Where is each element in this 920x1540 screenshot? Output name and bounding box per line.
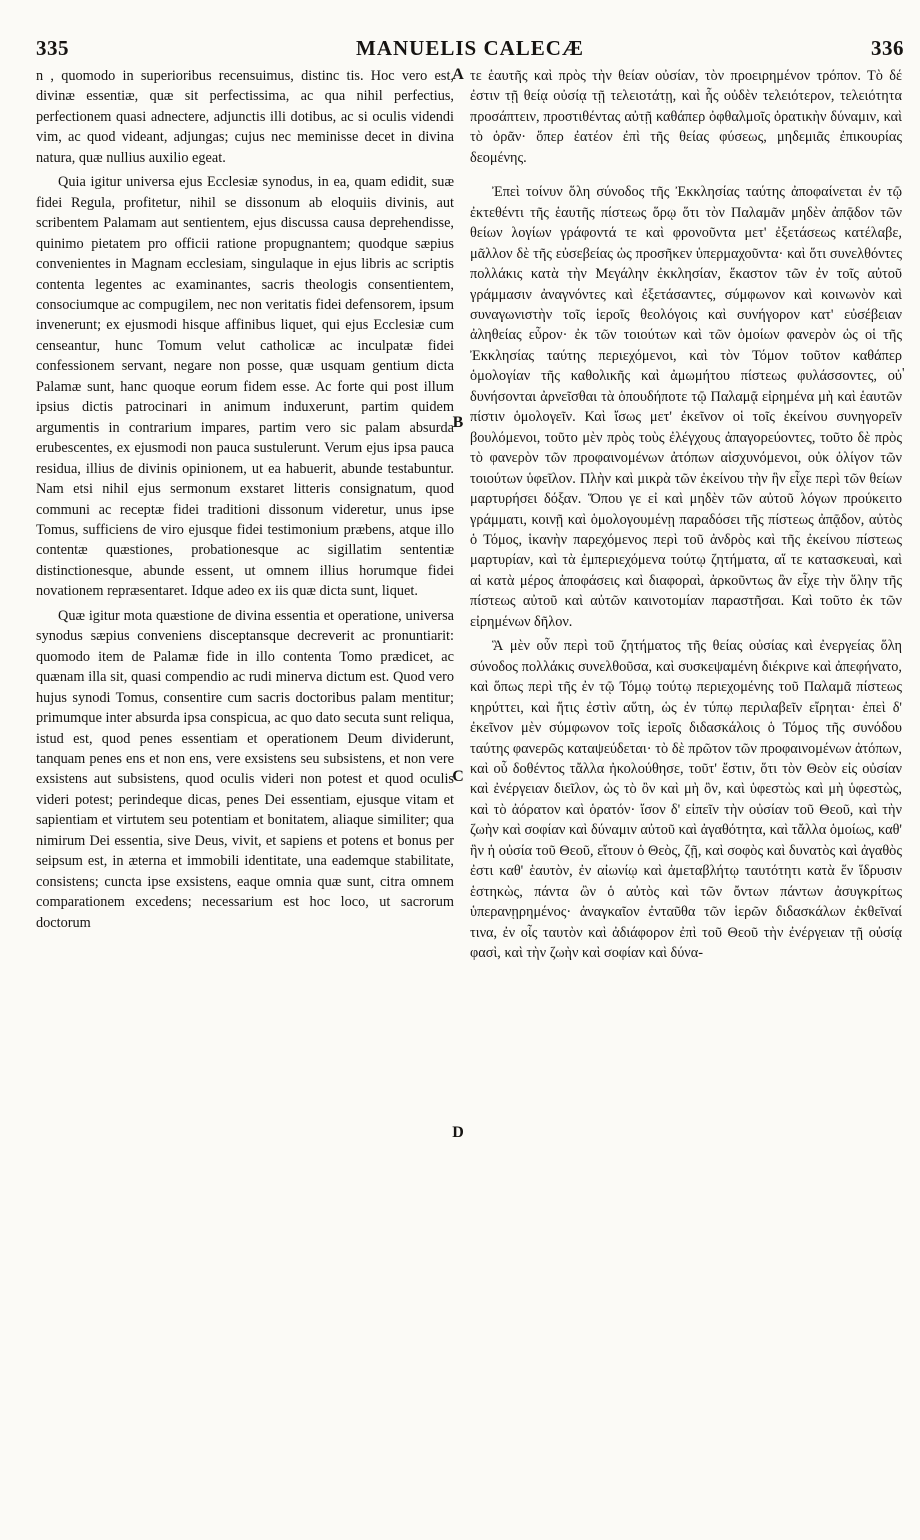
margin-fragment-mark: ' bbox=[902, 366, 905, 381]
margin-marker-b: B bbox=[452, 414, 464, 431]
greek-paragraph-1: τε ἑαυτῆς καὶ πρὸς τὴν θείαν οὐσίαν, τὸν προειρημένον τρόπον. Τὸ δέ ἐστιν τῇ θείᾳ οὐσίᾳ τῇ τελειοτάτῃ, καὶ ἧς οὐδὲν τελειότερον, τελειότητα προσάπτειν, προστιθέντας αὐτῇ καθάπερ ὀφθαλμοῖς ὁρατικὴν δύναμιν, καὶ τὸ ὁρᾶν· ὅπερ ἐατέον ἐπὶ τῆς θείας φύσεως, μηδεμιᾶς ἐπικουρίας δεομένης. bbox=[470, 68, 902, 166]
margin-marker-d: D bbox=[452, 1124, 464, 1141]
running-header bbox=[36, 36, 904, 66]
latin-paragraph-2: Quia igitur universa ejus Ecclesiæ synodus, in ea, quam edidit, suæ fidei Regula, profitetur, nihil se dissonum ab eloquiis divinis, aut scribentem Palamam aut sentientem, ejus discussa causa deprehendisse, quinimo pietatem pro officii ratione propugnantem; quodque sæpius convenientes in Magnam ecclesiam, singulaque in ejus libris ac scriptis contenta legentes ac examinantes, sacris theologis consentientem, consociumque ac compugilem, nec non veritatis fidei defensorem, ipsum invenerunt; ex ejusmodi hisque affinibus liquet, qui ejus Ecclesiæ cum censeantur, hunc Tomum velut catholicæ ac inculpatæ fidei confessionem servant, negare non posse, quæ usquam gentium dicta Palamæ sunt, hanc quoque eorum fidem esse. Ac forte qui post illum ipsius dictis patrocinari in animum induxerunt, partim quidem argumentis in contrarium impares, partim vero sic palam absurda erubescentes, ex ejusmodi non pauca sustulerunt. Verum ejus ipsa pauca residua, illius de divinis opinionem, ut ea habuerit, abunde testabuntur. Nam etsi nihil ejus sermonum exstaret litteris consignatum, quod communi ac receptæ fidei traditioni dissonum videretur, unus ipse Tomus, sufficiens de viro ejusque fidei testimonium præbens, atque illo contentæ quæstiones, probationesque ac sigillatim sententiæ distinctionesque, abunde essent, ut omnem illius horumque fidei novationem repræsentaret. Idque adeo ex iis quæ dicta sunt, liquet. bbox=[36, 174, 454, 600]
margin-marker-a: A bbox=[452, 66, 464, 83]
latin-column bbox=[36, 66, 454, 1532]
latin-paragraph-3: Quæ igitur mota quæstione de divina essentia et operatione, universa synodus sæpius conveniens disceptansque decreverit ac pronuntiarit: quomodo item de Palamæ fide in illo contenta Tomo prædicet, ac quænam illa sit, quasi compendio ac rudi minerva dictum est. Quod vero hujus synodi Tomus, consentire cum sacris doctoribus palam mentitur; primumque inter absurda ipsa conspicua, ac quo dato secuta sunt reliqua, istud est, quod penes essentiam et operationem Deum dividerunt, tanquam penes ens et non ens, vere exsistens seu subsistens, et non vere exsistens aut subsistens, quod oculis videri non potest et quod oculis videri potest; perindeque dicas, penes Dei essentiam, ejusque vitam et sapientiam et virtutem seu potentiam et bonitatem, aliaque similiter; qua nimirum Dei essentia, sive Deus, vivit, et sapiens et potens et bonus per seipsum est, in æterna et immobili identitate, una eademque stabilitate, consistens; cuncta ipse exsistens, eaque omnia quæ sunt, citra omnem comparationem excedens; necessarium est hoc loco, ut sacrorum doctorum bbox=[36, 607, 454, 931]
page-number-right: 336 bbox=[871, 36, 904, 60]
running-title: MANUELIS CALECÆ bbox=[356, 36, 584, 60]
page-number-left: 335 bbox=[36, 36, 69, 60]
greek-column bbox=[470, 66, 902, 1532]
greek-paragraph-2: Ἐπεὶ τοίνυν ὅλη σύνοδος τῆς Ἐκκλησίας ταύτης ἀποφαίνεται ἐν τῷ ἐκτεθέντι τῆς ἑαυτῆς πίστεως ὅρῳ ὅτι τὸν Παλαμᾶν μηδὲν ἀπᾷδον τῶν θείων λογίων γράφοντά τε καὶ φρονοῦντα μετ' ἐξετάσεως κατέλαβε, μᾶλλον δὲ τῆς εὐσεβείας ὡς προσῆκεν ὑπερμαχοῦντα· καὶ ὅτι συνελθόντες πολλάκις κατὰ τὴν Μεγάλην ἐκκλησίαν, ἕκαστον τῶν ἐν τοῖς αὐτοῦ γράμμασιν ἀναγνόντες καὶ ἐξετάσαντες, σύμφωνον καὶ κοινωνὸν καὶ συναγωνιστὴν τοῖς ἱεροῖς θεολόγοις καὶ συνήγορον κατ' εὐσέβειαν ἀληθείας εὗρον· ἐκ τῶν τοιούτων καὶ τῶν ὁμοίων φανερὸν ὡς οἱ τῆς Ἐκκλησίας ταύτης περιεχόμενοι, καὶ τὸν Τόμον τοῦτον καθάπερ ὁμολογίαν τῆς καθολικῆς καὶ ἀμωμήτου πίστεως φυλάσσοντες, οὐ δυνήσονται ἀρνεῖσθαι τὰ ὁπουδήποτε τῷ Παλαμᾷ εἰρημένα μὴ καὶ ἑαυτῶν πίστιν ὁμολογεῖν. Καὶ ἴσως μετ' ἐκεῖνον οἱ τοῖς ἐκείνου συνηγορεῖν βουλόμενοι, τοῦτο μὲν πρὸς τοὺς ἐλέγχους ἀπαγορεύοντες, τοῦτο δὲ πρὸς τὸ φανερὸν τῶν προφαινομένων ἀτόπων αἰσχυνόμενοι, οὐκ ὀλίγον τῶν τοιούτων ὑφεῖλον. Πλὴν καὶ μικρὰ τῶν ἐκείνου τὴν ἣν εἶχε περὶ τῶν θείων μαρτυρήσει δόξαν. Ὅπου γε εἰ καὶ μηδὲν τῶν αὐτοῦ λόγων προύκειτο γράμματι, κοινῇ καὶ ὁμολογουμένῃ παραδόσει τῆς πίστεως ἀπᾷδον, αὐτὸς ὁ Τόμος, ἱκανὴν παρεχόμενος περὶ τοῦ ἀνδρὸς καὶ τῆς ἐκείνου πίστεως μαρτυρίαν, καὶ τὰ ἐμπεριεχόμενα τούτῳ ζητήματα, αἵ τε κατασκευαὶ, καὶ αἱ κατὰ μέρος ἀποφάσεις καὶ διαφοραὶ, ἀρκοῦντως ἂν εἶχε τὴν ὅλην τῆς πίστεως αὐτοῦ καὶ αὐτῶν καινοτομίαν παραστῆσαι. Καὶ τοῦτο ἐκ τῶν εἰρημένων δῆλον. bbox=[470, 184, 902, 630]
latin-paragraph-1: n , quomodo in superioribus recensuimus, distinc tis. Hoc vero est, divinæ essentiæ, quæ sit perfectissima, ac qua nihil perfectius, perfectionem quasi adnectere, adjunctis illi dotibus, ac si oculis videndi vim, ac quod videant, adjungas; cujus nec meminisse decet in divina natura, quæ nullius auxilio egeat. bbox=[36, 68, 454, 166]
margin-marker-c: C bbox=[452, 768, 464, 785]
greek-paragraph-3: Ἃ μὲν οὖν περὶ τοῦ ζητήματος τῆς θείας οὐσίας καὶ ἐνεργείας ὅλη σύνοδος πολλάκις συνελθοῦσα, καὶ συσκεψαμένη διέκρινε καὶ ἀπεφήνατο, καὶ ὅπως περὶ τῆς ἐν τῷ Τόμῳ τούτῳ περιεχομένης τοῦ Παλαμᾶ πίστεως κηρύττει, καὶ ἥτις ἐστὶν αὕτη, ὡς ἐν τύπῳ περιλαβεῖν εἴρηται· ἐπεὶ δ' ἐκεῖνον μὲν σύμφωνον τοῖς ἱεροῖς διδασκάλοις ὁ Τόμος τῆς συνόδου ταύτης φανερῶς καταψεύδεται· τὸ δὲ πρῶτον τῶν προφαινομένων ἀτόπων, καὶ οὗ δοθέντος τἄλλα ἠκολούθησε, τοῦτ' ἔστιν, ὅτι τὸν Θεὸν εἰς οὐσίαν καὶ ἐνέργειαν διεῖλον, ὡς τὸ ὂν καὶ μὴ ὂν, καὶ ὑφεστὼς καὶ μὴ ὑφεστὼς, καὶ τὸ ἀόρατον καὶ ὁρατόν· ἴσον δ' εἰπεῖν τὴν οὐσίαν τοῦ Θεοῦ, καὶ τὴν ζωὴν καὶ σοφίαν καὶ δύναμιν αὐτοῦ καὶ ἀγαθότητα, καὶ τἄλλα ὁμοίως, καθ' ἣν ἡ οὐσία τοῦ Θεοῦ, εἴτουν ὁ Θεὸς, ζῇ, καὶ σοφὸς καὶ δυνατὸς καὶ ἀγαθὸς ἐστι καθ' ἑαυτὸν, ἐν αἰωνίῳ καὶ ἀμεταβλήτῳ ταυτότητι κατὰ ἕν ἵδρυσιν ἑστηκὼς, πάντα ὢν ὁ αὐτὸς καὶ τῶν ὄντων πάντων ἀσυγκρίτως ὑπερανῃρημένος· ἀναγκαῖον ἐνταῦθα τῶν ἱερῶν διδασκάλων ἐκθεῖναί τινα, ἐν οἷς ταυτὸν καὶ ἀδιάφορον ἐπὶ τοῦ Θεοῦ τὴν ἐνέργειαν τῇ οὐσίᾳ φασὶ, καὶ τὴν ζωὴν καὶ σοφίαν καὶ δύνα- bbox=[470, 638, 902, 962]
